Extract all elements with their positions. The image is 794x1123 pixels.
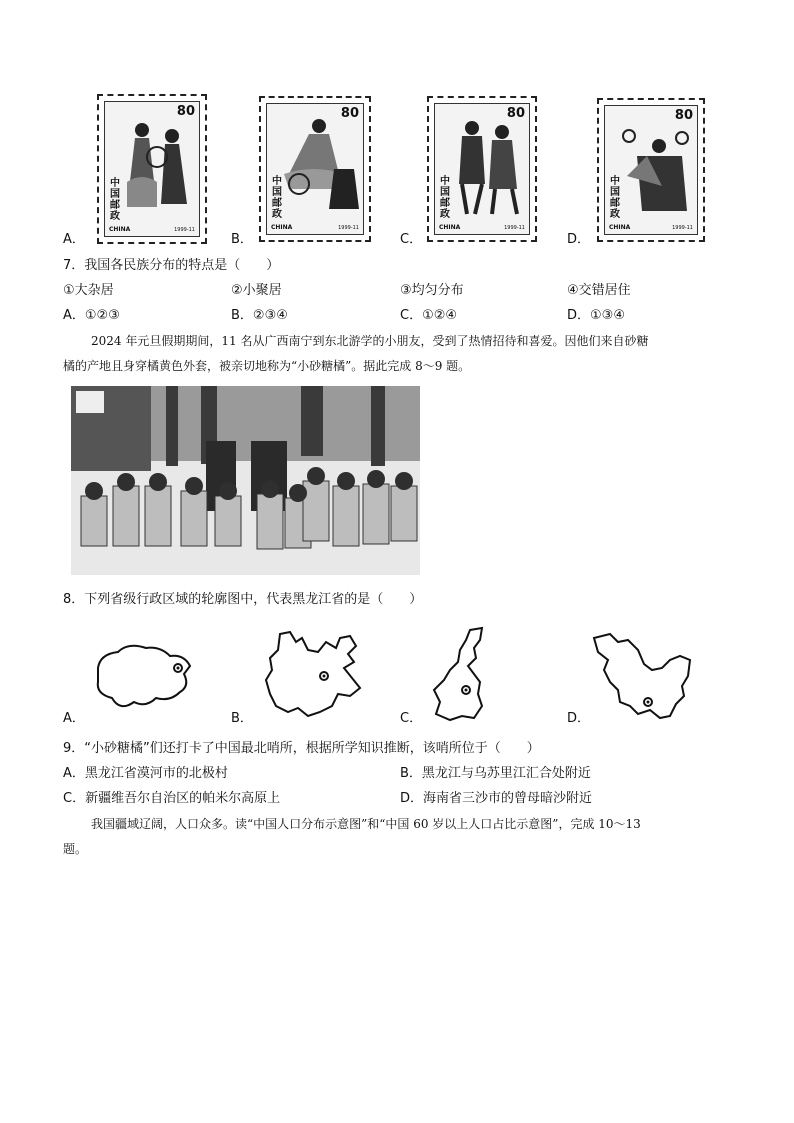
q7-statement-1: ①大杂居	[63, 283, 114, 298]
q9-stem: 9．“小砂糖橘”们还打卡了中国最北哨所，根据所学知识推断，该哨所位于（ ）	[63, 741, 540, 756]
stamp-b	[259, 96, 371, 242]
dancers-illustration	[617, 116, 697, 220]
q8-stem: 8．下列省级行政区域的轮廓图中，代表黑龙江省的是（ ）	[63, 592, 423, 607]
option-b[interactable]: B．	[231, 232, 253, 247]
q8-option-b[interactable]: B．	[231, 711, 253, 726]
stamp-a	[97, 94, 207, 244]
passage2-line2: 题。	[63, 842, 88, 856]
passage1-line1: 2024 年元旦假期期间，11 名从广西南宁到东北游学的小朋友，受到了热情招待和喜爱。因他们来自砂糖	[91, 334, 649, 348]
q7-option-c[interactable]: C．①②④	[400, 308, 458, 323]
stamp-code: 1999-11	[174, 227, 195, 233]
passage2-line1: 我国疆域辽阔，人口众多。读“中国人口分布示意图”和“中国 60 岁以上人口占比示意图”，完成 10～13	[91, 817, 641, 831]
q7-stem: 7．我国各民族分布的特点是（ ）	[63, 258, 280, 273]
option-c[interactable]: C．	[400, 232, 423, 247]
stamp-country: 中国邮政	[440, 176, 450, 220]
stamp-value: 80	[340, 106, 359, 121]
map-outline-a[interactable]	[90, 636, 194, 716]
stamp-code: 1999-11	[672, 225, 693, 231]
dancers-illustration	[279, 114, 363, 220]
map-outline-d[interactable]	[590, 630, 694, 722]
passage1-line2: 橘的产地且身穿橘黄色外套，被亲切地称为“小砂糖橘”。据此完成 8～9 题。	[63, 359, 471, 373]
stamp-country: 中国邮政	[272, 176, 282, 220]
q7-statement-2: ②小聚居	[231, 283, 282, 298]
q9-option-c[interactable]: C．新疆维吾尔自治区的帕米尔高原上	[63, 791, 281, 806]
stamp-code: 1999-11	[338, 225, 359, 231]
q7-option-b[interactable]: B．②③④	[231, 308, 288, 323]
stamp-china: CHINA	[271, 224, 293, 231]
q9-option-b[interactable]: B．黑龙江与乌苏里江汇合处附近	[400, 766, 591, 781]
q9-option-a[interactable]: A．黑龙江省漠河市的北极村	[63, 766, 228, 781]
q8-option-d[interactable]: D．	[567, 711, 591, 726]
stamp-code: 1999-11	[504, 225, 525, 231]
stamp-china: CHINA	[609, 224, 631, 231]
stamp-value: 80	[176, 104, 195, 119]
stamp-value: 80	[674, 108, 693, 123]
stamp-d	[597, 98, 705, 242]
q8-option-c[interactable]: C．	[400, 711, 423, 726]
q7-option-d[interactable]: D．①③④	[567, 308, 625, 323]
map-outline-b[interactable]	[262, 628, 366, 720]
stamp-china: CHINA	[439, 224, 461, 231]
q9-option-d[interactable]: D．海南省三沙市的曾母暗沙附近	[400, 791, 593, 806]
q7-option-a[interactable]: A．①②③	[63, 308, 120, 323]
option-a[interactable]: A．	[63, 232, 85, 247]
stamp-country: 中国邮政	[610, 176, 620, 220]
stamp-china: CHINA	[109, 226, 131, 233]
q7-statement-4: ④交错居住	[567, 283, 631, 298]
stamp-country: 中国邮政	[110, 178, 120, 222]
q8-option-a[interactable]: A．	[63, 711, 85, 726]
children-in-snow-photo	[71, 386, 420, 575]
option-d[interactable]: D．	[567, 232, 591, 247]
stamp-value: 80	[506, 106, 525, 121]
dancers-illustration	[117, 112, 197, 222]
stamp-c	[427, 96, 537, 242]
map-outline-c[interactable]	[430, 626, 490, 722]
q7-statement-3: ③均匀分布	[400, 283, 464, 298]
dancers-illustration	[447, 114, 527, 220]
